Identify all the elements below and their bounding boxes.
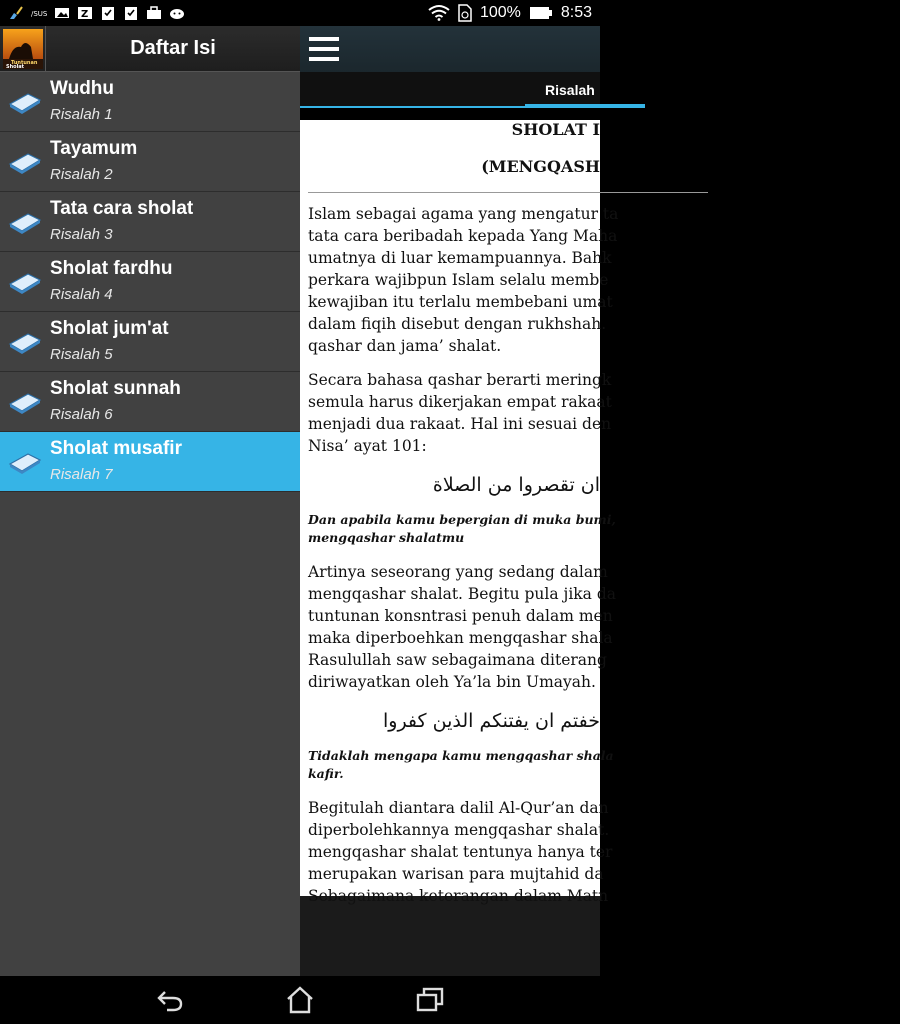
tab-bar (300, 72, 600, 108)
drawer-item-title: Sholat fardhu (50, 257, 173, 279)
empty-area (300, 896, 600, 988)
app-logo-icon (3, 29, 43, 69)
clipboard-check-icon (100, 6, 116, 20)
book-icon (0, 252, 50, 312)
article-paragraph: Begitulah diantara dalil Al-Qur’an dan diperbolehkannya mengqashar shalat. mengqashar shalat tentunya hanya ter merupakan warisan para mujtahid da Sebagaimana keterangan dalam Matn (308, 799, 613, 905)
divider (308, 192, 708, 193)
recent-apps-button[interactable] (413, 985, 447, 1015)
book-icon (0, 192, 50, 252)
navigation-drawer (0, 26, 300, 976)
clock: 8:53 (560, 4, 592, 21)
book-icon (0, 312, 50, 372)
drawer-item-subtitle: Risalah 6 (50, 405, 113, 423)
home-button[interactable] (283, 985, 317, 1015)
status-bar (0, 0, 600, 26)
drawer-item-sholat-sunnah[interactable] (0, 372, 300, 432)
drawer-item-subtitle: Risalah 1 (50, 105, 113, 123)
tab-risalah[interactable]: Risalah (525, 72, 645, 108)
drawer-item-wudhu[interactable] (0, 72, 300, 132)
drawer-item-tayamum[interactable] (0, 132, 300, 192)
book-icon (0, 132, 50, 192)
svg-text:Sholat: Sholat (5, 63, 24, 70)
wifi-icon (428, 5, 450, 21)
system-icons (428, 4, 592, 22)
svg-text:Z: Z (81, 9, 89, 20)
article-view[interactable] (300, 120, 619, 905)
article-paragraph: Secara bahasa qashar berarti meringk semula harus dikerjakan empat rakaat menjadi dua rakaat. Hal ini sesuai den Nisa’ ayat 101: (308, 371, 612, 455)
article-subheading: (MENGQASH (481, 157, 600, 176)
navigation-bar (0, 976, 600, 1024)
hamburger-icon (308, 35, 340, 63)
home-icon (285, 986, 315, 1014)
article-heading: SHOLAT I (511, 120, 600, 139)
action-bar (300, 26, 600, 72)
article-paragraph: Artinya seseorang yang sedang dalam mengqashar shalat. Begitu pula jika da tuntunan konsntrasi penuh dalam men maka diperboehkan mengqashar shala Rasulullah saw sebagaimana diterang diriwayatkan oleh Ya’la bin Umayah. (308, 563, 617, 691)
back-icon (155, 988, 185, 1012)
drawer-item-subtitle: Risalah 4 (50, 285, 113, 303)
drawer-item-tata-cara-sholat[interactable] (0, 192, 300, 252)
verse-translation: Dan apabila kamu bepergian di muka bumi, mengqashar shalatmu (308, 512, 616, 545)
android-icon (169, 6, 185, 20)
arabic-verse: خفتم ان يفتنكم الذين كفروا (382, 710, 600, 732)
drawer-item-title: Sholat musafir (50, 437, 182, 459)
recent-apps-icon (415, 987, 445, 1013)
drawer-item-title: Sholat jum'at (50, 317, 169, 339)
zedge-icon (77, 6, 93, 20)
drawer-item-title: Tayamum (50, 137, 138, 159)
drawer-item-sholat-musafir[interactable] (0, 432, 300, 492)
menu-button[interactable] (300, 26, 348, 72)
arabic-verse: ان تقصروا من الصلاة (432, 474, 600, 496)
drawer-item-subtitle: Risalah 2 (50, 165, 113, 183)
drawer-item-subtitle: Risalah 3 (50, 225, 113, 243)
battery-icon (529, 6, 553, 20)
svg-text:/SUS: /SUS (31, 10, 48, 18)
broom-icon (8, 6, 24, 20)
drawer-item-sholat-jumat[interactable] (0, 312, 300, 372)
drawer-item-title: Sholat sunnah (50, 377, 181, 399)
drawer-item-title: Tata cara sholat (50, 197, 194, 219)
drawer-item-sholat-fardhu[interactable] (0, 252, 300, 312)
drawer-header (0, 26, 300, 72)
book-icon (0, 372, 50, 432)
drawer-item-subtitle: Risalah 5 (50, 345, 113, 363)
book-icon (0, 432, 50, 492)
main-content (300, 26, 619, 976)
app-logo[interactable] (0, 26, 46, 72)
battery-percent: 100% (479, 4, 521, 21)
image-icon (54, 6, 70, 20)
back-button[interactable] (153, 985, 187, 1015)
asus-icon (31, 6, 47, 20)
verse-translation: Tidaklah mengapa kamu mengqashar shala kafir. (308, 748, 614, 781)
drawer-item-title: Wudhu (50, 77, 115, 99)
drawer-title: Daftar Isi (130, 37, 216, 59)
book-icon (0, 72, 50, 132)
clipboard-check-icon (123, 6, 139, 20)
drawer-item-subtitle: Risalah 7 (50, 465, 113, 483)
briefcase-icon (146, 6, 162, 20)
notification-icons (8, 6, 185, 20)
sim-icon (458, 4, 472, 22)
svg-text:Tuntunan: Tuntunan (10, 59, 37, 66)
article-paragraph: Islam sebagai agama yang mengatur ta tata cara beribadah kepada Yang Maha umatnya di luar kemampuannya. Bahk perkara wajibpun Islam selalu membe kewajiban itu terlalu membebani umat dalam fiqih disebut dengan rukhshah. qashar dan jama’ shalat. (308, 205, 619, 355)
drawer-list (0, 72, 300, 492)
